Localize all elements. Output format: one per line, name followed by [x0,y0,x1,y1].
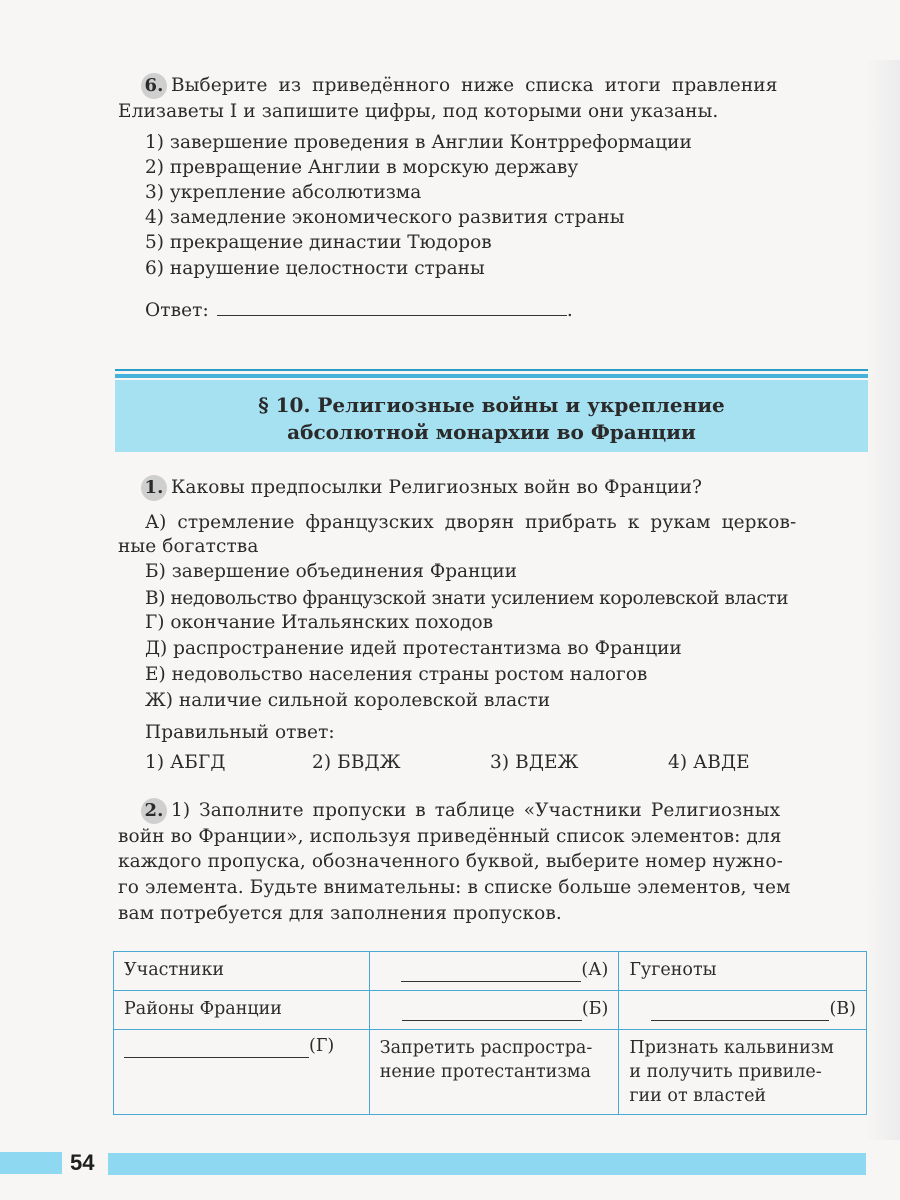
task1-option-b: Б) завершение объединения Франции [145,561,517,582]
task1-answer-4[interactable]: 4) АВДЕ [668,752,750,773]
task6-answer-field[interactable] [217,299,567,316]
table-cell-blank-a[interactable] [369,952,619,991]
section-header [115,380,868,452]
task2-line1-text: 1) Заполните пропуски в таблице «Участники Религиозных [171,800,781,821]
task6-item-3: 3) укрепление абсолютизма [145,182,422,203]
participants-table [113,951,867,1115]
section-title [115,392,868,446]
page-number: 54 [70,1150,95,1175]
task6-item-4: 4) замедление экономического развития страны [145,207,625,228]
footer-bar [108,1153,866,1175]
task1-option-g: Г) окончание Итальянских походов [145,612,494,633]
task1-answer-3[interactable]: 3) ВДЕЖ [490,752,579,773]
task2-line4: го элемента. Будьте внимательны: в списке больше элементов, чем [118,877,791,898]
table-cell-blank-v[interactable] [619,991,867,1030]
table-cell [619,1030,867,1115]
task6-answer-period: . [566,300,573,321]
task6-answer-label: Ответ: [145,300,209,321]
task1-option-zh: Ж) наличие сильной королевской власти [145,690,551,711]
task1-correct-label: Правильный ответ: [145,722,335,743]
footer-bar-left [0,1152,62,1174]
section-title-line1: § 10. Религиозные войны и укрепление [258,393,725,417]
task6-prompt-text: Выберите из приведённого ниже списка итоги правления [171,75,778,96]
blank-line-b[interactable] [402,1004,582,1021]
task1-answer-2[interactable]: 2) БВДЖ [312,752,401,773]
table-cell-blank-g[interactable] [114,1030,370,1115]
task1-option-v: В) недовольство французской знати усилением королевской власти [145,588,789,609]
blank-label-b: (Б) [581,999,609,1019]
task6-item-5: 5) прекращение династии Тюдоров [145,232,492,253]
row-label-participants: Участники [124,960,225,980]
task2-line2: войн во Франции», используя приведённый список элементов: для [118,826,782,847]
table-cell [369,1030,619,1115]
task6-prompt-line1 [145,73,777,99]
table-row [114,991,867,1030]
blank-line-g[interactable] [124,1041,309,1058]
table-row [114,1030,867,1115]
task6-item-1: 1) завершение проведения в Англии Контрреформации [145,132,692,153]
table-row [114,952,867,991]
task1-question-row [145,475,702,501]
task6-prompt-line2: Елизаветы I и запишите цифры, под которыми они указаны. [118,101,719,122]
blank-label-a: (А) [581,960,609,980]
section-title-line2: абсолютной монархии во Франции [287,420,696,444]
task1-option-d: Д) распространение идей протестантизма во Франции [145,638,682,659]
task2-number-badge: 2. [141,798,167,824]
task6-item-2: 2) превращение Англии в морскую державу [145,157,579,178]
blank-line-v[interactable] [651,1004,829,1021]
task1-number-badge: 1. [141,475,167,501]
page-bleed-shadow [866,60,900,1140]
table-cell-blank-b[interactable] [369,991,619,1030]
task2-line3: каждого пропуска, обозначенного буквой, выберите номер нужно- [118,851,783,872]
cell-huguenots: Гугеноты [629,960,717,980]
blank-label-v: (В) [829,999,856,1019]
task6-number-badge: 6. [141,73,167,99]
cell-ban-protestantism: Запретить распростра- нение протестантизма [379,1038,593,1082]
table-cell [114,952,370,991]
section-rule-thin [115,369,868,371]
task2-line1 [145,798,780,824]
cell-recognize-calvinism: Признать кальвинизм и получить привиле- гии от властей [629,1038,834,1106]
table-cell [619,952,867,991]
task1-option-e: Е) недовольство населения страны ростом налогов [145,664,648,685]
table-cell [114,991,370,1030]
blank-line-a[interactable] [401,965,581,982]
section-rule-thick [115,374,868,378]
task2-line5: вам потребуется для заполнения пропусков. [118,903,562,924]
task6-answer-row [145,298,573,323]
task1-option-a-line1: А) стремление французских дворян прибрать к рукам церков- [145,512,797,533]
task1-answer-1[interactable]: 1) АБГД [145,752,226,773]
task6-item-6: 6) нарушение целостности страны [145,258,485,279]
task1-option-a-line2: ные богатства [118,536,259,557]
blank-label-g: (Г) [309,1036,335,1056]
row-label-regions: Районы Франции [124,999,282,1019]
task1-question: Каковы предпосылки Религиозных войн во Франции? [171,477,703,498]
